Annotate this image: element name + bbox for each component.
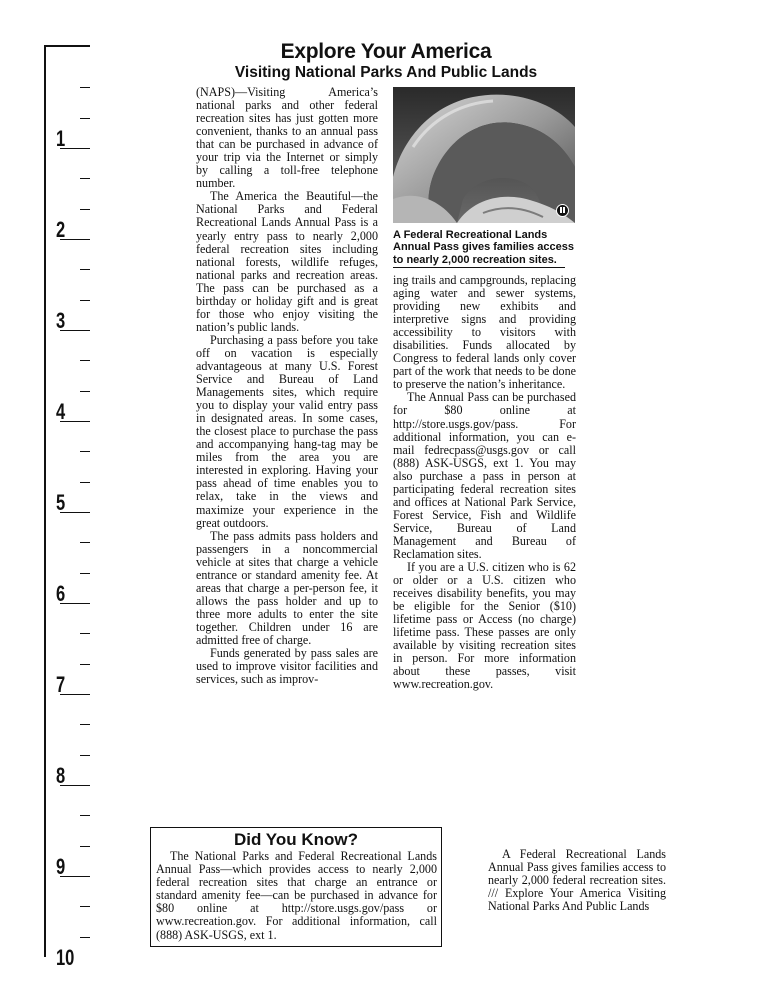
ruler-minor-tick <box>80 724 90 725</box>
ruler-number: 6 <box>56 581 66 606</box>
paragraph: If you are a U.S. citizen who is 62 or older or a U.S. citizen who receives disability benefits, you may be eligible for the Senior ($10) lifetime pass or Access (no charge) lifetime pass. These passes are only available by visiting recreation sites in person. For more information about these passes, visit www.recreation.gov. <box>393 560 576 692</box>
ruler-minor-tick <box>80 178 90 179</box>
ruler-number: 9 <box>56 854 66 879</box>
arch-photo <box>393 87 575 223</box>
paragraph: The Annual Pass can be purchased for $80 online at http://store.usgs.gov/pass. For additional information, you can e-mail fedrecpass@usgs.gov or call (888) ASK-USGS, ext 1. You may also purchase a pass in person at participating federal recreation sites and offices at National Park Service, Forest Service, Fish and Wildlife Service, Bureau of Land Management and Bureau of Reclamation sites. <box>393 390 576 561</box>
ruler-minor-tick <box>80 300 90 301</box>
ruler-minor-tick <box>80 542 90 543</box>
ruler-minor-tick <box>80 906 90 907</box>
ruler-minor-tick <box>80 391 90 392</box>
ruler-number: 5 <box>56 490 66 515</box>
did-you-know-box <box>150 827 442 947</box>
ruler-minor-tick <box>80 482 90 483</box>
ruler-number: 8 <box>56 763 66 788</box>
photo-caption <box>393 229 577 268</box>
ruler-minor-tick <box>80 755 90 756</box>
ruler-minor-tick <box>80 87 90 88</box>
paragraph: Purchasing a pass before you take off on vacation is especially advantageous at many U.S. Forest Service and Bureau of Land Managements sites, which require you to display your valid entry pass in designated areas. In some cases, the closest place to purchase the pass and accompanying hang-tag may be miles from the area you are interested in exploring. Having your pass ahead of time enables you to relax, take in the views and maximize your experience in the great outdoors. <box>196 332 378 530</box>
ruler-minor-tick <box>80 815 90 816</box>
article-column-2 <box>393 274 576 692</box>
ruler-number: 7 <box>56 672 66 697</box>
ruler-minor-tick <box>80 664 90 665</box>
ruler-number: 10 <box>56 945 75 970</box>
article-subtitle: Visiting National Parks And Public Lands <box>234 64 538 81</box>
caption-divider <box>393 267 565 268</box>
ruler-minor-tick <box>80 269 90 270</box>
paragraph: ing trails and campgrounds, replacing aging water and sewer systems, providing new exhibits and interpretive signs and providing accessibility to visitors with disabilities. Funds allocated by Congress to federal lands only cover part of the work that needs to be done to preserve the nation’s inheritance. <box>393 273 576 392</box>
ruler-number: 2 <box>56 217 66 242</box>
ruler-minor-tick <box>80 451 90 452</box>
paragraph: The America the Beautiful—the National Parks and Federal Recreational Lands Annual Pass is a yearly entry pass to nearly 2,000 federal recreation sites including national forests, wildlife refuges, national parks and recreation areas. The pass can be purchased as a birthday or holiday gift and is great for those who enjoy visiting the nation’s public lands. <box>196 189 378 334</box>
did-you-know-body: The National Parks and Federal Recreational Lands Annual Pass—which provides access to nearly 2,000 federal recreation sites that charge an entrance or standard amenity fee—can be purchased in advance for $80 online at http://store.usgs.gov/pass or www.recreation.gov. For additional information, call (888) ASK-USGS, ext 1. <box>156 849 437 942</box>
article-title: Explore Your America <box>280 40 492 63</box>
article-column-1 <box>196 86 378 686</box>
did-you-know-title: Did You Know? <box>233 830 359 849</box>
ruler-minor-tick <box>80 937 90 938</box>
ruler-minor-tick <box>80 846 90 847</box>
paragraph: (NAPS)—Visiting America’s national parks and other federal recreation sites has just gotten more convenient, thanks to an annual pass that can be purchased in advance of your trip via the Internet or simply by calling a toll-free telephone number. <box>196 85 378 191</box>
paragraph: Funds generated by pass sales are used to improve visitor facilities and services, such as improv- <box>196 646 378 687</box>
ruler-number: 3 <box>56 308 66 333</box>
paragraph: The pass admits pass holders and passengers in a noncommercial vehicle at sites that charge a vehicle entrance or standard amenity fee. At areas that charge a per-person fee, it allows the pass holder and up to three more adults to enter the site together. Children under 16 are admitted free of charge. <box>196 528 378 647</box>
caption-text: A Federal Recreational Lands Annual Pass gives families access to nearly 2,000 recreation sites. <box>393 229 574 266</box>
side-note: A Federal Recreational Lands Annual Pass gives families access to nearly 2,000 federal recreation sites. /// Explore Your America Visiting National Parks And Public Lands <box>488 847 666 914</box>
ruler-minor-tick <box>80 633 90 634</box>
ruler-number: 1 <box>56 126 66 151</box>
ruler-minor-tick <box>80 573 90 574</box>
ruler-minor-tick <box>80 360 90 361</box>
ruler-number: 4 <box>56 399 66 424</box>
naps-logo-icon <box>556 204 569 217</box>
ruler-minor-tick <box>80 209 90 210</box>
ruler-minor-tick <box>80 118 90 119</box>
measurement-ruler <box>44 45 90 970</box>
